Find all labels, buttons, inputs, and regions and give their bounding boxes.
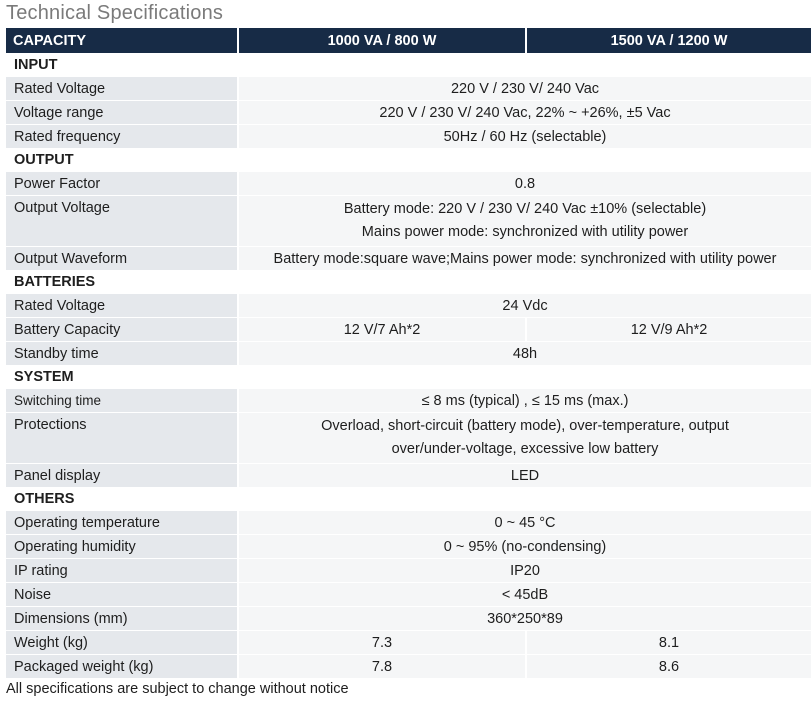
table-header-row [6, 28, 811, 53]
row-value: ≤ 8 ms (typical) , ≤ 15 ms (max.) [237, 388, 811, 412]
value-line: Mains power mode: synchronized with utility power [361, 224, 689, 240]
section-row-input [6, 53, 811, 76]
row-value: 220 V / 230 V/ 240 Vac, 22% ~ +26%, ±5 Vac [237, 100, 811, 124]
value-line: Battery mode: 220 V / 230 V/ 240 Vac ±10% (selectable) [343, 201, 707, 217]
row-label: Noise [6, 582, 237, 606]
row-label: Battery Capacity [6, 317, 237, 341]
row-label: Power Factor [6, 171, 237, 195]
table-row [6, 388, 811, 412]
table-row [6, 606, 811, 630]
row-value: 360*250*89 [237, 606, 811, 630]
table-row [6, 317, 811, 341]
row-value-a: 7.8 [237, 654, 525, 678]
row-value [237, 412, 811, 463]
row-label: Operating temperature [6, 510, 237, 534]
table-row [6, 171, 811, 195]
table-row [6, 100, 811, 124]
row-value: 220 V / 230 V/ 240 Vac [237, 76, 811, 100]
table-row [6, 293, 811, 317]
section-title: BATTERIES [6, 270, 811, 293]
section-title: OTHERS [6, 487, 811, 510]
row-label: Dimensions (mm) [6, 606, 237, 630]
section-title: SYSTEM [6, 365, 811, 388]
section-row-batteries [6, 270, 811, 293]
section-title: INPUT [6, 53, 811, 76]
row-value: < 45dB [237, 582, 811, 606]
table-row [6, 534, 811, 558]
disclaimer-text: All specifications are subject to change without notice [6, 681, 349, 697]
row-value: 0 ~ 45 °C [237, 510, 811, 534]
row-label: Operating humidity [6, 534, 237, 558]
page-title: Technical Specifications [6, 2, 224, 24]
row-value-b: 12 V/9 Ah*2 [525, 317, 811, 341]
row-label: Packaged weight (kg) [6, 654, 237, 678]
section-row-others [6, 487, 811, 510]
row-value: 24 Vdc [237, 293, 811, 317]
row-label: Rated Voltage [6, 293, 237, 317]
row-label: Rated Voltage [6, 76, 237, 100]
row-label: Panel display [6, 463, 237, 487]
row-value-a: 12 V/7 Ah*2 [237, 317, 525, 341]
row-label: Switching time [6, 388, 237, 412]
row-value: Battery mode:square wave;Mains power mode: synchronized with utility power [237, 246, 811, 270]
table-row [6, 558, 811, 582]
table-row [6, 463, 811, 487]
capacity-header: CAPACITY [6, 28, 237, 53]
row-value [237, 195, 811, 246]
table-row [6, 246, 811, 270]
row-label: Output Voltage [6, 195, 237, 246]
table-row [6, 195, 811, 246]
row-value-b: 8.1 [525, 630, 811, 654]
table-row [6, 510, 811, 534]
table-row [6, 412, 811, 463]
table-row [6, 76, 811, 100]
table-row [6, 630, 811, 654]
row-value-a: 7.3 [237, 630, 525, 654]
row-label: Standby time [6, 341, 237, 365]
value-line: over/under-voltage, excessive low battery [391, 441, 659, 457]
row-label: Rated frequency [6, 124, 237, 148]
table-row [6, 341, 811, 365]
row-label: Protections [6, 412, 237, 463]
spec-table [6, 28, 811, 678]
row-value: 0 ~ 95% (no-condensing) [237, 534, 811, 558]
value-line: Overload, short-circuit (battery mode), over-temperature, output [321, 418, 729, 434]
row-value: LED [237, 463, 811, 487]
section-row-output [6, 148, 811, 171]
row-label: Voltage range [6, 100, 237, 124]
row-label: Output Waveform [6, 246, 237, 270]
model-a-header: 1000 VA / 800 W [237, 28, 525, 53]
row-label: Weight (kg) [6, 630, 237, 654]
row-value: 50Hz / 60 Hz (selectable) [237, 124, 811, 148]
row-value: 48h [237, 341, 811, 365]
section-title: OUTPUT [6, 148, 811, 171]
table-row [6, 124, 811, 148]
row-value: IP20 [237, 558, 811, 582]
table-row [6, 654, 811, 678]
row-value: 0.8 [237, 171, 811, 195]
row-value-b: 8.6 [525, 654, 811, 678]
row-label: IP rating [6, 558, 237, 582]
model-b-header: 1500 VA / 1200 W [525, 28, 811, 53]
section-row-system [6, 365, 811, 388]
table-row [6, 582, 811, 606]
